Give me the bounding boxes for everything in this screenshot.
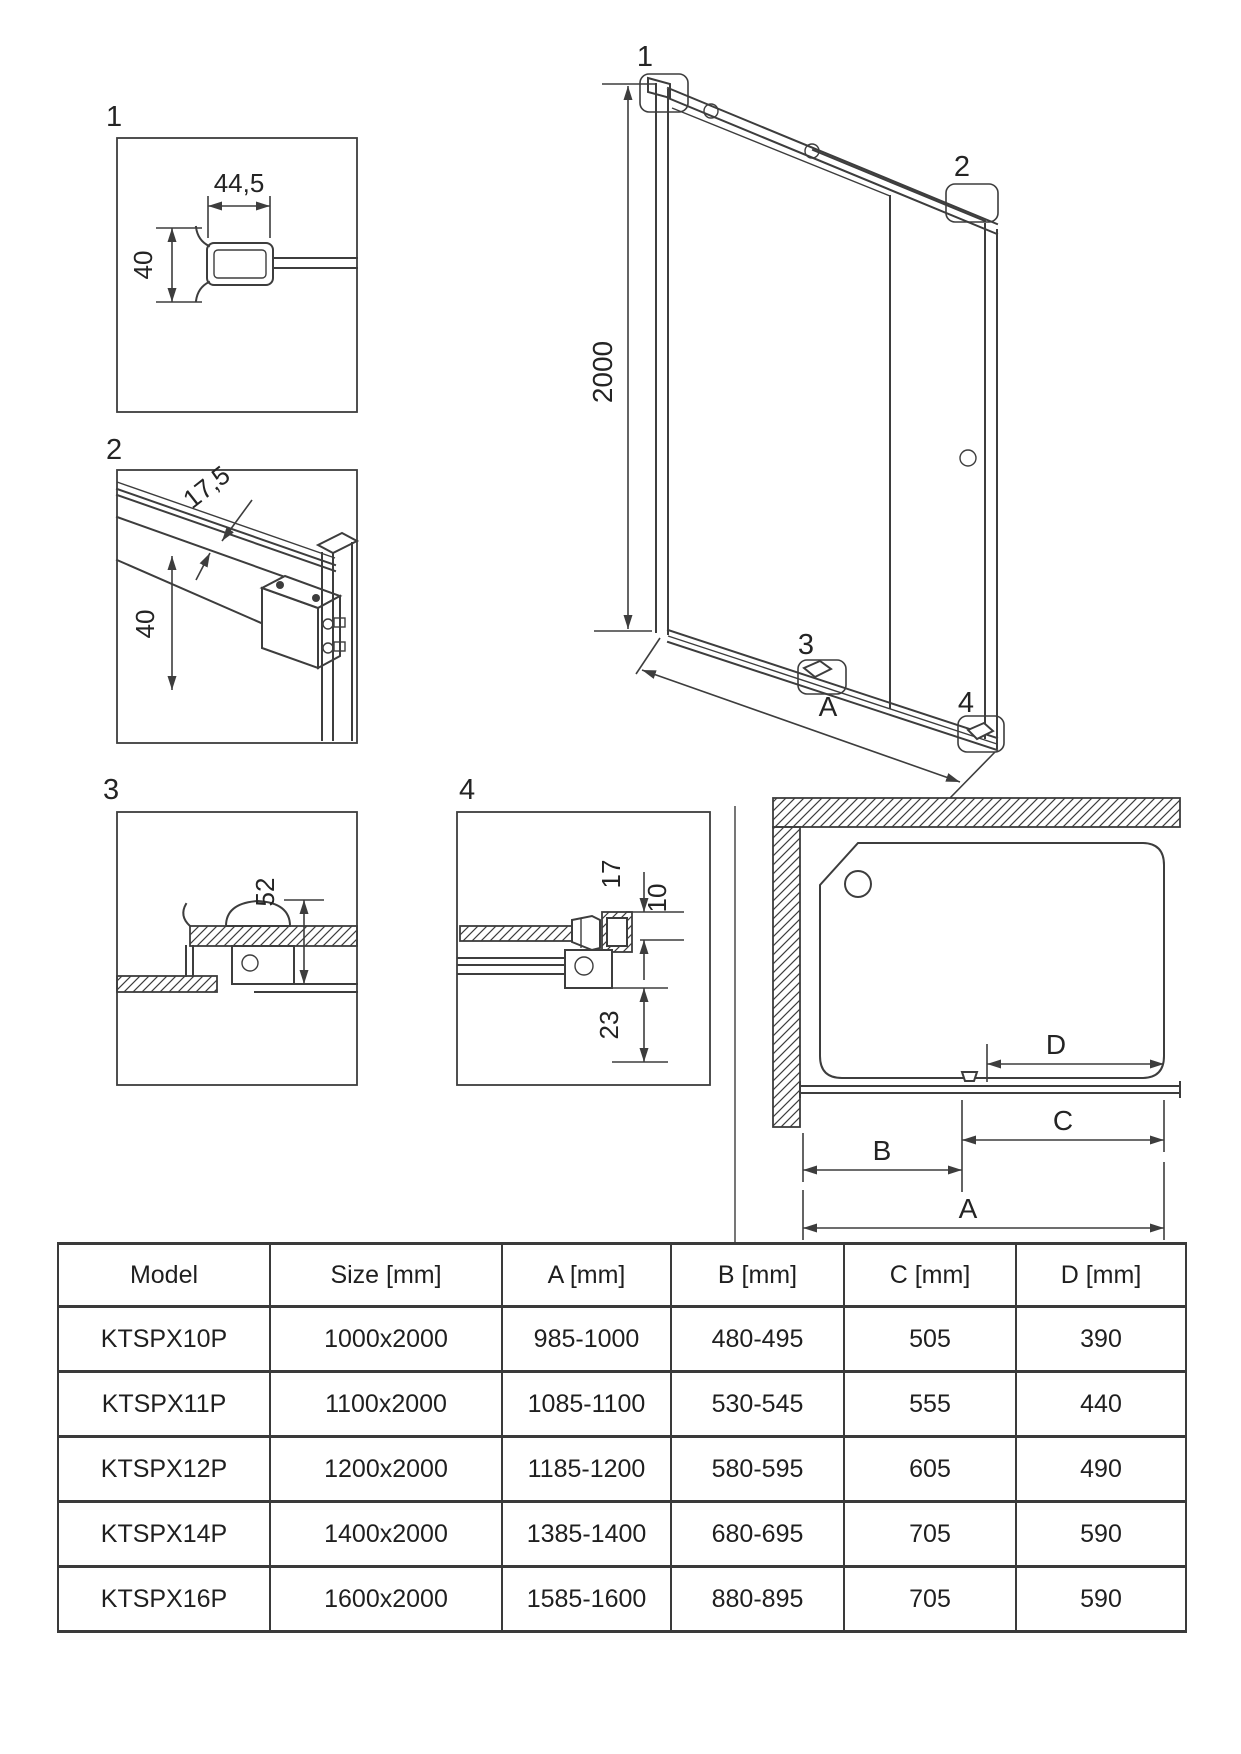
- callout-1-label: 1: [636, 41, 654, 73]
- c-cell: 705: [844, 1502, 1016, 1567]
- shower-tray: [820, 843, 1164, 1078]
- isometric-view: [587, 41, 1004, 798]
- b-cell: 480-495: [671, 1307, 844, 1372]
- table-header-row: [58, 1244, 1186, 1307]
- detail-4-dim-23: 23: [594, 1010, 624, 1040]
- table-row: [58, 1567, 1186, 1632]
- table-row: [58, 1437, 1186, 1502]
- detail-2-label: 2: [106, 434, 123, 466]
- height-dimension: 2000: [587, 340, 618, 404]
- size-cell: 1600x2000: [270, 1567, 502, 1632]
- col-header-c: C [mm]: [844, 1244, 1016, 1307]
- a-cell: 1185-1200: [502, 1437, 671, 1502]
- detail-3-drawing: [103, 774, 357, 1085]
- c-cell: 555: [844, 1372, 1016, 1437]
- a-cell: 1085-1100: [502, 1372, 671, 1437]
- wall-top: [773, 798, 1180, 827]
- table-row: [58, 1307, 1186, 1372]
- table-row: [58, 1502, 1186, 1567]
- plan-dim-d: D: [1045, 1029, 1067, 1060]
- callout-4-label: 4: [957, 687, 975, 719]
- plan-dim-c: C: [1052, 1105, 1074, 1136]
- detail-3-label: 3: [103, 774, 120, 806]
- detail-4-drawing: [457, 774, 710, 1085]
- detail-2-drawing: [106, 434, 357, 743]
- b-cell: 680-695: [671, 1502, 844, 1567]
- size-cell: 1100x2000: [270, 1372, 502, 1437]
- col-header-size: Size [mm]: [270, 1244, 502, 1307]
- wall-left: [773, 827, 800, 1127]
- d-cell: 390: [1016, 1307, 1186, 1372]
- detail-4-dim-10: 10: [642, 883, 672, 913]
- detail-2-dim-rail: 17,5: [177, 459, 236, 515]
- model-cell: KTSPX12P: [58, 1437, 270, 1502]
- spec-table: [57, 1242, 1187, 1633]
- plan-dim-b: B: [872, 1135, 892, 1166]
- a-cell: 985-1000: [502, 1307, 671, 1372]
- size-cell: 1000x2000: [270, 1307, 502, 1372]
- col-header-b: B [mm]: [671, 1244, 844, 1307]
- model-cell: KTSPX11P: [58, 1372, 270, 1437]
- detail-3-dim: 52: [250, 877, 280, 907]
- plan-view: [735, 798, 1180, 1244]
- detail-1-dim-height: 40: [128, 250, 158, 280]
- callout-3-label: 3: [797, 629, 815, 661]
- d-cell: 490: [1016, 1437, 1186, 1502]
- detail-1-label: 1: [106, 101, 123, 133]
- c-cell: 605: [844, 1437, 1016, 1502]
- width-dimension: A: [818, 691, 838, 722]
- detail-4-dim-17: 17: [596, 859, 626, 889]
- size-cell: 1400x2000: [270, 1502, 502, 1567]
- b-cell: 530-545: [671, 1372, 844, 1437]
- c-cell: 705: [844, 1567, 1016, 1632]
- model-cell: KTSPX14P: [58, 1502, 270, 1567]
- col-header-model: Model: [58, 1244, 270, 1307]
- col-header-d: D [mm]: [1016, 1244, 1186, 1307]
- d-cell: 440: [1016, 1372, 1186, 1437]
- callout-2-label: 2: [953, 151, 971, 183]
- b-cell: 880-895: [671, 1567, 844, 1632]
- col-header-a: A [mm]: [502, 1244, 671, 1307]
- c-cell: 505: [844, 1307, 1016, 1372]
- detail-1-drawing: [106, 101, 357, 412]
- detail-4-label: 4: [459, 774, 476, 806]
- a-cell: 1585-1600: [502, 1567, 671, 1632]
- a-cell: 1385-1400: [502, 1502, 671, 1567]
- door-handle-plan: [962, 1072, 977, 1081]
- detail-1-dim-width: 44,5: [213, 168, 265, 198]
- detail-2-dim-height: 40: [130, 609, 160, 639]
- table-row: [58, 1372, 1186, 1437]
- model-cell: KTSPX10P: [58, 1307, 270, 1372]
- plan-dim-a: A: [958, 1193, 978, 1224]
- drain: [845, 871, 871, 897]
- model-cell: KTSPX16P: [58, 1567, 270, 1632]
- b-cell: 580-595: [671, 1437, 844, 1502]
- d-cell: 590: [1016, 1567, 1186, 1632]
- d-cell: 590: [1016, 1502, 1186, 1567]
- detail-4-frame: [457, 812, 710, 1085]
- size-cell: 1200x2000: [270, 1437, 502, 1502]
